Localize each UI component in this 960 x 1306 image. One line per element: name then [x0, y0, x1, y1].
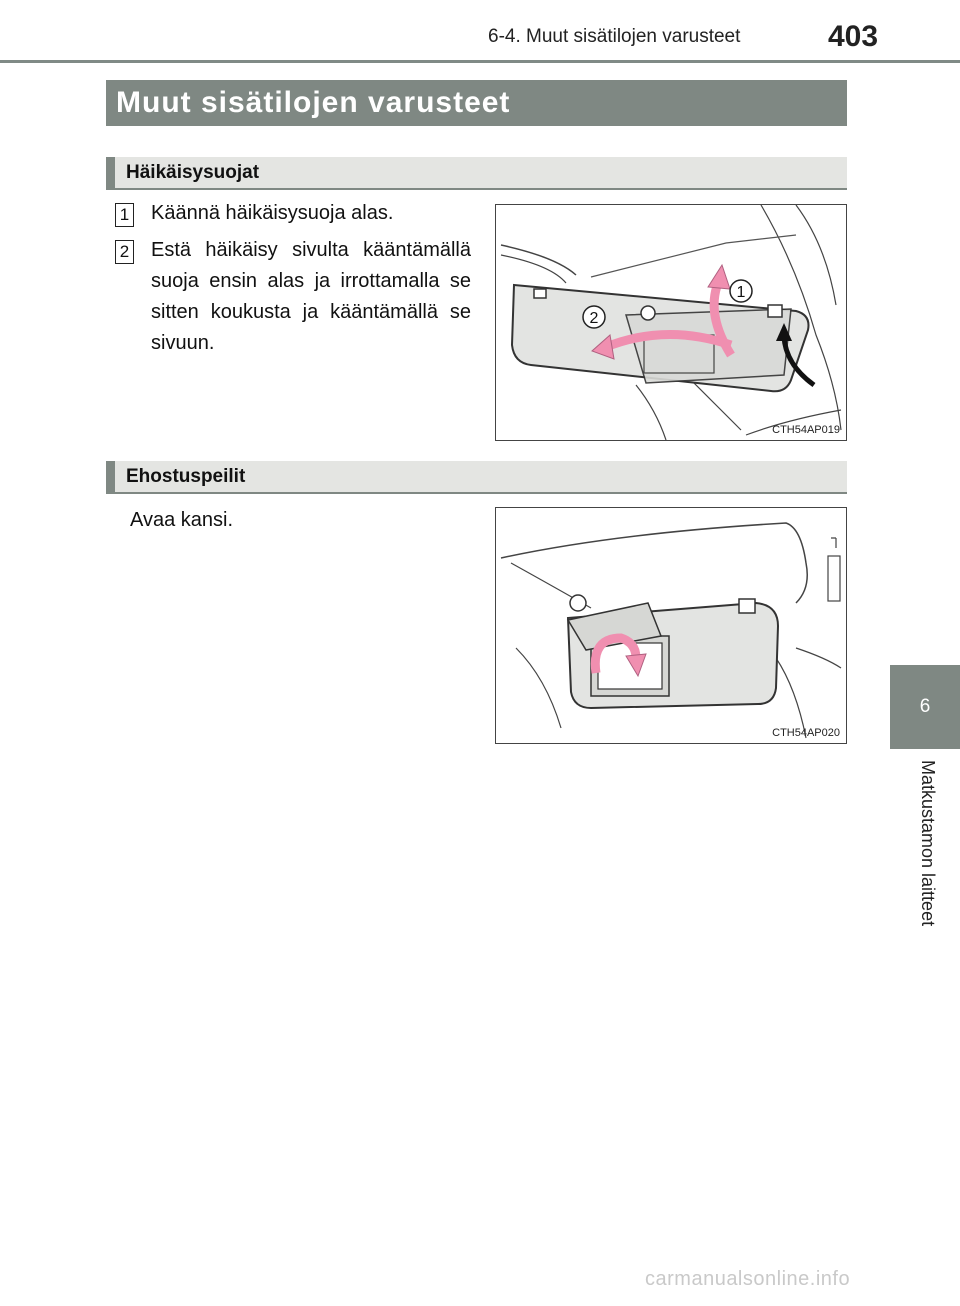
- step-text-1: Käännä häikäisysuoja alas.: [151, 202, 394, 224]
- chapter-tab: 6: [890, 665, 960, 749]
- step-text-2: Estä häikäisy sivulta kääntämällä suoja ensin alas ja irrottamalla se sitten koukusta ja kääntämällä se sivuun.: [151, 239, 471, 354]
- sun-visor-illustration: [496, 205, 846, 440]
- figure-code-1: CTH54AP019: [772, 424, 840, 436]
- section-heading-vanity-mirrors: Ehostuspeilit: [106, 461, 847, 494]
- figure-vanity-mirror: [495, 507, 847, 744]
- figure-sun-visor: [495, 204, 847, 441]
- header-section-title: 6-4. Muut sisätilojen varusteet: [488, 26, 741, 47]
- step-number-1: 1: [115, 203, 134, 227]
- step-number-2: 2: [115, 240, 134, 264]
- page-title: Muut sisätilojen varusteet: [106, 80, 847, 126]
- callout-1-label: 1: [736, 284, 746, 301]
- header-rule: [0, 60, 960, 63]
- watermark: carmanualsonline.info: [645, 1268, 851, 1290]
- section-heading-sun-visors: Häikäisysuojat: [106, 157, 847, 190]
- vanity-mirror-text: Avaa kansi.: [130, 509, 234, 531]
- page-number: 403: [828, 20, 879, 53]
- figure-code-2: CTH54AP020: [772, 727, 840, 739]
- chapter-label: Matkustamon laitteet: [918, 760, 938, 927]
- callout-2-label: 2: [589, 310, 599, 327]
- vanity-mirror-illustration: [496, 508, 846, 743]
